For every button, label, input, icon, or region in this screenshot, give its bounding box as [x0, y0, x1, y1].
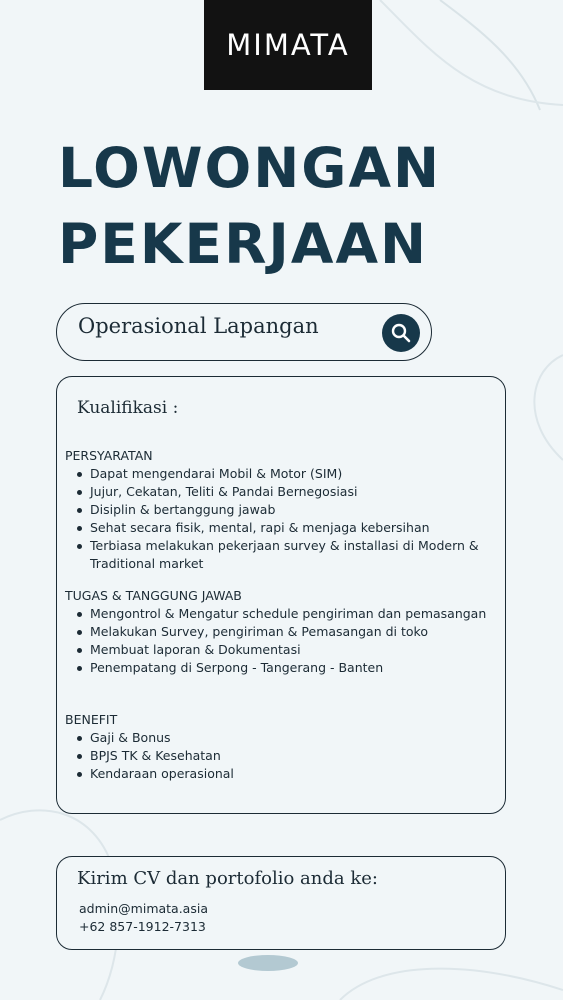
list-item: Kendaraan operasional	[65, 765, 495, 783]
section-heading: BENEFIT	[65, 712, 118, 727]
qualifications-card	[56, 376, 506, 814]
requirements-section	[65, 447, 495, 573]
search-button[interactable]	[382, 314, 420, 352]
list-item: Gaji & Bonus	[65, 729, 495, 747]
list-item: Disiplin & bertanggung jawab	[65, 501, 495, 519]
list-item: BPJS TK & Kesehatan	[65, 747, 495, 765]
contact-email[interactable]: admin@mimata.asia	[79, 901, 208, 916]
job-title-text: Operasional Lapangan	[78, 314, 319, 338]
headline-line-2: PEKERJAAN	[58, 212, 429, 276]
list-item: Penempatang di Serpong - Tangerang - Banten	[65, 659, 495, 677]
list-item: Melakukan Survey, pengiriman & Pemasangan di toko	[65, 623, 495, 641]
headline-line-1: LOWONGAN	[58, 136, 442, 200]
decor-ellipse	[238, 955, 298, 971]
list-item: Mengontrol & Mengatur schedule pengiriman dan pemasangan	[65, 605, 495, 623]
contact-phone[interactable]: +62 857-1912-7313	[79, 919, 206, 934]
list-item: Membuat laporan & Dokumentasi	[65, 641, 495, 659]
section-heading: TUGAS & TANGGUNG JAWAB	[65, 588, 242, 603]
brand-logo	[204, 0, 372, 90]
brand-logo-text: MIMATA	[226, 28, 350, 62]
list-item: Terbiasa melakukan pekerjaan survey & installasi di Modern & Traditional market	[65, 537, 495, 573]
contact-card	[56, 856, 506, 950]
list-item: Sehat secara fisik, mental, rapi & menjaga kebersihan	[65, 519, 495, 537]
list-item: Dapat mengendarai Mobil & Motor (SIM)	[65, 465, 495, 483]
benefit-section	[65, 711, 495, 783]
job-search-bar[interactable]	[56, 303, 432, 361]
section-heading: PERSYARATAN	[65, 448, 153, 463]
contact-title: Kirim CV dan portofolio anda ke:	[77, 868, 378, 889]
list-item: Jujur, Cekatan, Teliti & Pandai Bernegosiasi	[65, 483, 495, 501]
search-icon	[390, 322, 412, 344]
qualifications-title: Kualifikasi :	[77, 398, 179, 418]
page-headline	[58, 130, 528, 282]
duties-section	[65, 587, 495, 677]
